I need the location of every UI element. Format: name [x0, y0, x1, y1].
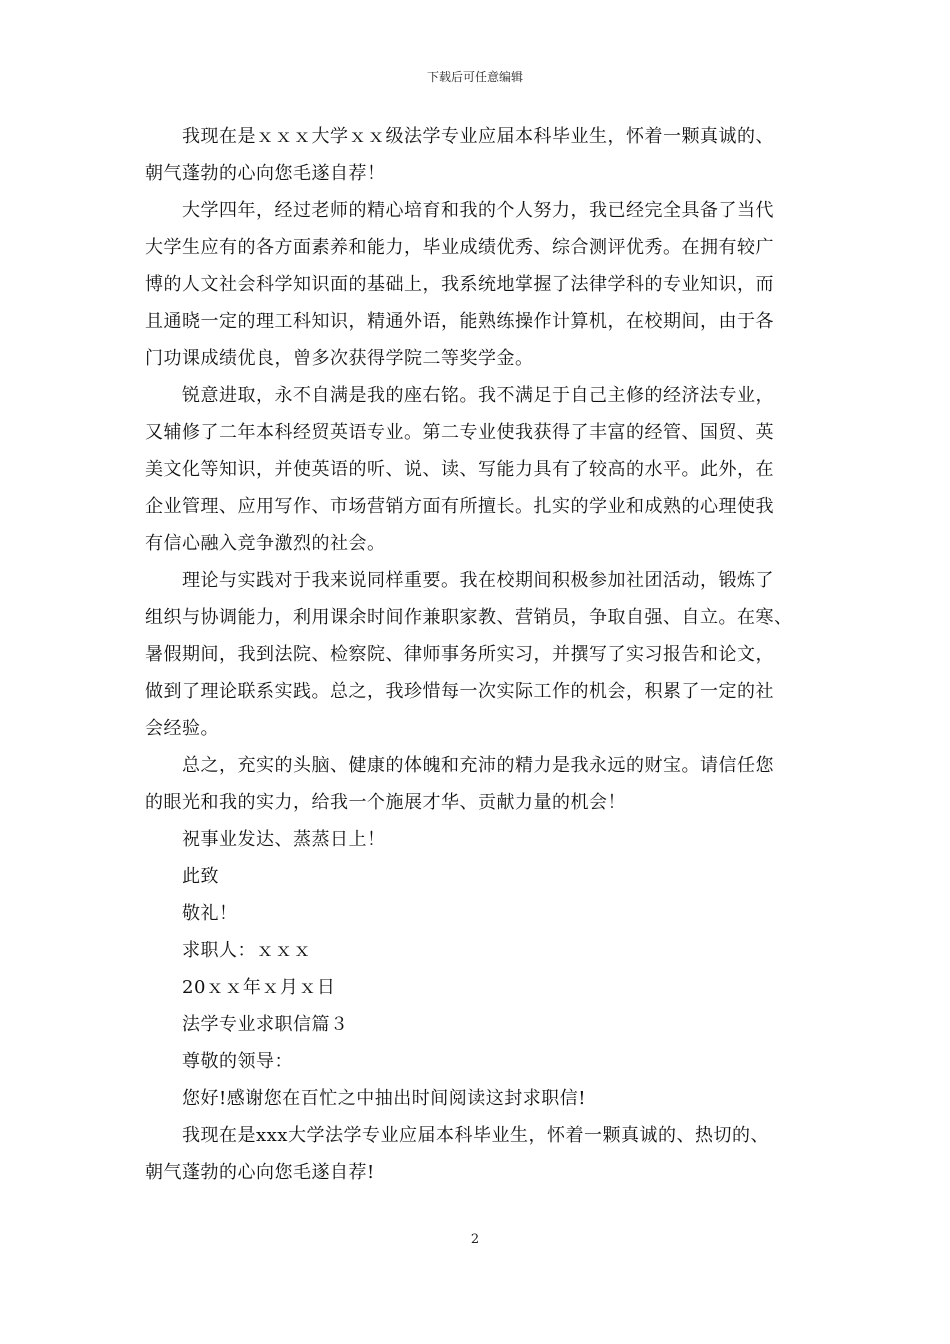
text-line: 做到了理论联系实践。总之，我珍惜每一次实际工作的机会，积累了一定的社 [145, 681, 774, 702]
text-line: 敬礼！ [182, 903, 238, 924]
text-line: 朝气蓬勃的心向您毛遂自荐! [145, 1162, 375, 1183]
text-line: 此致 [182, 866, 219, 887]
text-line: 朝气蓬勃的心向您毛遂自荐！ [145, 163, 386, 184]
text-line: 祝事业发达、蒸蒸日上！ [182, 829, 386, 850]
text-line: 且通晓一定的理工科知识，精通外语，能熟练操作计算机，在校期间，由于各 [145, 311, 774, 332]
text-line: 大学四年，经过老师的精心培育和我的个人努力，我已经完全具备了当代 [182, 200, 774, 221]
text-line: 理论与实践对于我来说同样重要。我在校期间积极参加社团活动，锻炼了 [182, 570, 774, 591]
text-line: 的眼光和我的实力，给我一个施展才华、贡献力量的机会！ [145, 792, 626, 813]
text-line: 锐意进取，永不自满是我的座右铭。我不满足于自己主修的经济法专业， [182, 385, 774, 406]
text-line: 暑假期间，我到法院、检察院、律师事务所实习，并撰写了实习报告和论文， [145, 644, 774, 665]
text-line: 总之，充实的头脑、健康的体魄和充沛的精力是我永远的财宝。请信任您 [182, 755, 774, 776]
text-line: 尊敬的领导： [182, 1051, 293, 1072]
text-line: 我现在是ｘｘｘ大学ｘｘ级法学专业应届本科毕业生，怀着一颗真诚的、 [182, 126, 774, 147]
text-line: 博的人文社会科学知识面的基础上，我系统地掌握了法律学科的专业知识，而 [145, 274, 774, 295]
text-line: 企业管理、应用写作、市场营销方面有所擅长。扎实的学业和成熟的心理使我 [145, 496, 774, 517]
section-title: 法学专业求职信篇３ [182, 1014, 349, 1035]
text-line: 门功课成绩优良，曾多次获得学院二等奖学金。 [145, 348, 534, 369]
document-body [145, 118, 825, 1191]
page-header: 下载后可任意编辑 [426, 70, 523, 84]
text-line: 有信心融入竞争激烈的社会。 [145, 533, 386, 554]
text-line: 大学生应有的各方面素养和能力，毕业成绩优秀、综合测评优秀。在拥有较广 [145, 237, 774, 258]
text-line: 组织与协调能力，利用课余时间作兼职家教、营销员，争取自强、自立。在寒、 [145, 607, 793, 628]
text-line: 求职人：ｘｘｘ [182, 940, 312, 961]
text-line: 又辅修了二年本科经贸英语专业。第二专业使我获得了丰富的经管、国贸、英 [145, 422, 774, 443]
text-line: 美文化等知识，并使英语的听、说、读、写能力具有了较高的水平。此外，在 [145, 459, 774, 480]
text-line: 会经验。 [145, 718, 219, 739]
page-number: 2 [470, 1232, 480, 1247]
text-line: 您好!感谢您在百忙之中抽出时间阅读这封求职信! [182, 1088, 586, 1109]
text-line: 我现在是xxx大学法学专业应届本科毕业生，怀着一颗真诚的、热切的、 [182, 1125, 769, 1146]
text-line: 20ｘｘ年ｘ月ｘ日 [182, 977, 336, 998]
